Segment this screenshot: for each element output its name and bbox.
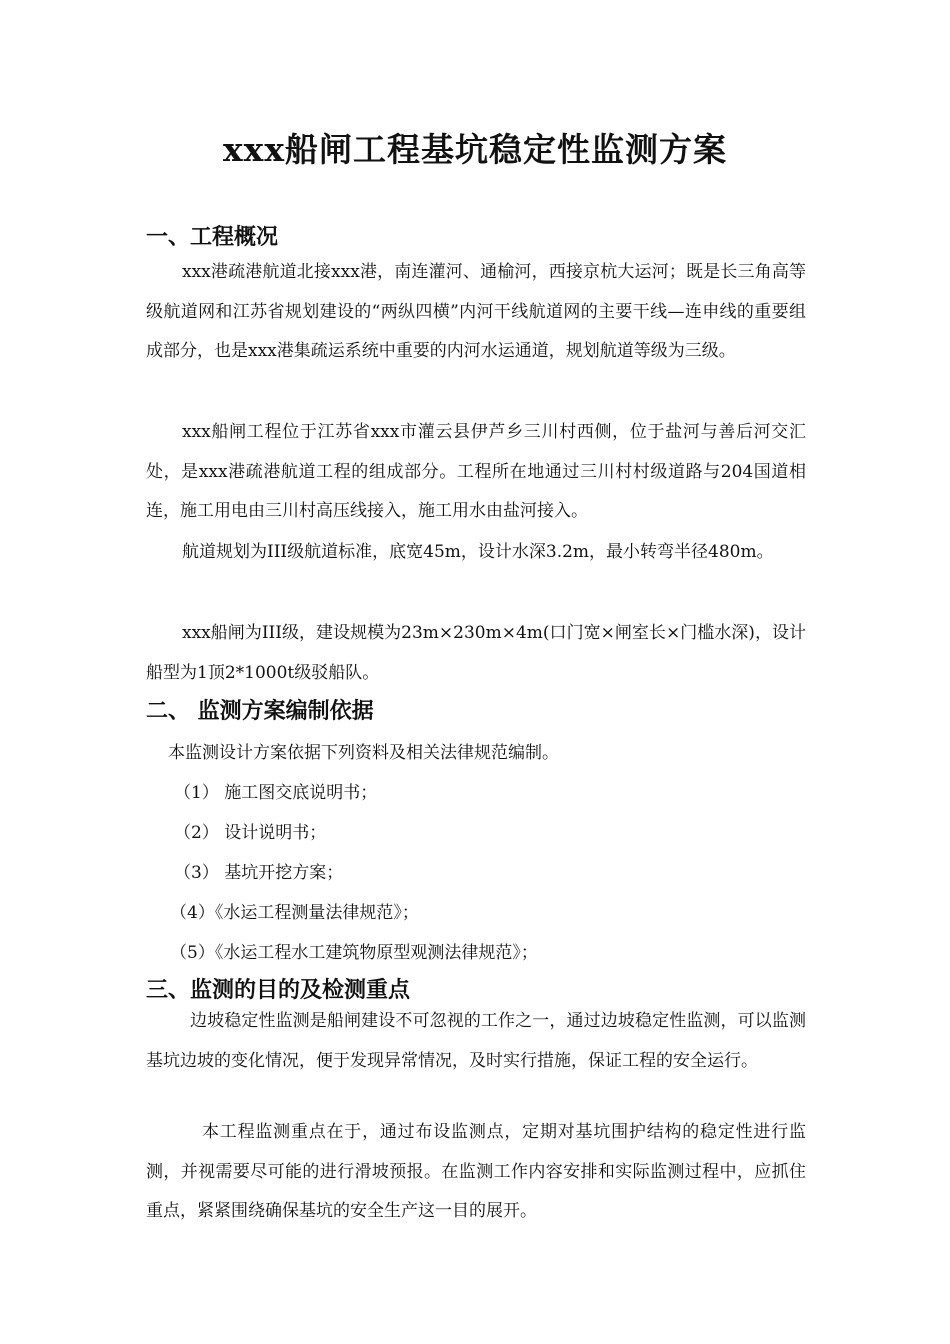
list-item: （2） 设计说明书； (174, 823, 327, 843)
paragraph: xxx船闸为III级，建设规模为23m×230m×4m(口门宽×闸室长×门槛水深)，设计船型为1顶2*1000t级驳船队。 (146, 623, 806, 683)
list-item: （3） 基坑开挖方案； (174, 863, 344, 883)
section-intro: 本监测设计方案依据下列资料及相关法律规范编制。 (168, 743, 559, 763)
paragraph: 航道规划为III级航道标准，底宽45m，设计水深3.2m，最小转弯半径480m。 (182, 542, 774, 562)
document-title: xxx船闸工程基坑稳定性监测方案 (222, 130, 728, 169)
paragraph: xxx港疏港航道北接xxx港，南连灌河、通榆河，西接京杭大运河；既是长三角高等级航道网和江苏省规划建设的“两纵四横”内河干线航道网的主要干线—连申线的重要组成部分，也是xxx港集疏运系统中重要的内河水运通道，规划航道等级为三级。 (146, 262, 806, 361)
paragraph: xxx船闸工程位于江苏省xxx市灌云县伊芦乡三川村西侧，位于盐河与善后河交汇处，是xxx港疏港航道工程的组成部分。工程所在地通过三川村村级道路与204国道相连，施工用电由三川村高压线接入，施工用水由盐河接入。 (146, 422, 806, 521)
section-heading-overview: 一、工程概况 (146, 225, 279, 250)
list-item: （1） 施工图交底说明书； (174, 783, 378, 803)
list-item: （5）《水运工程水工建筑物原型观测法律规范》； (170, 943, 538, 963)
paragraph: 本工程监测重点在于，通过布设监测点，定期对基坑围护结构的稳定性进行监测，并视需要尽可能的进行滑坡预报。在监测工作内容安排和实际监测过程中，应抓住重点，紧紧围绕确保基坑的安全生产这一目的展开。 (146, 1122, 806, 1221)
paragraph: 边坡稳定性监测是船闸建设不可忽视的工作之一，通过边坡稳定性监测，可以监测基坑边坡的变化情况，便于发现异常情况，及时实行措施，保证工程的安全运行。 (146, 1011, 806, 1071)
section-heading-purpose: 三、监测的目的及检测重点 (146, 978, 411, 1003)
list-item: （4）《水运工程测量法律规范》； (170, 903, 419, 923)
section-heading-basis: 二、 监测方案编制依据 (146, 699, 374, 724)
